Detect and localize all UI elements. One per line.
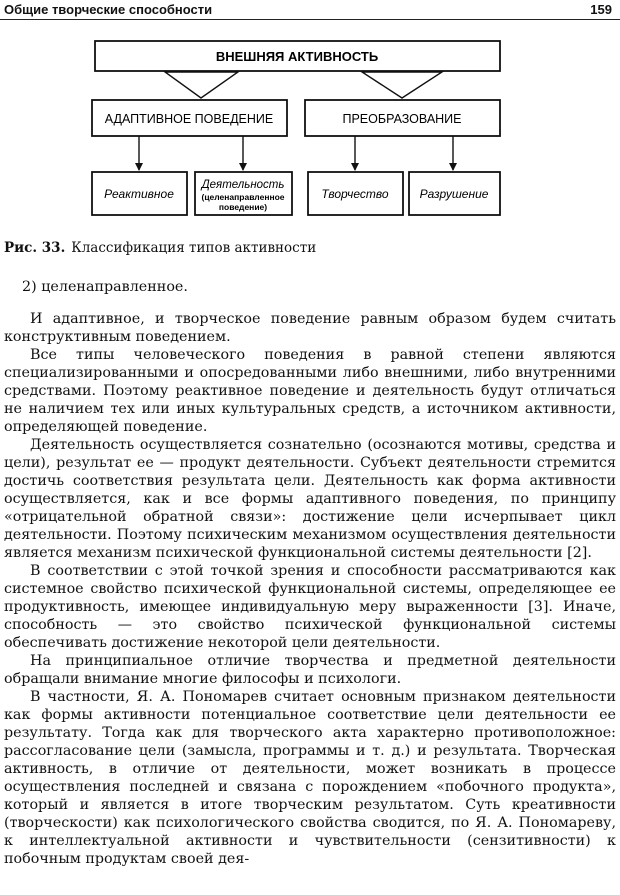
figure-caption — [4, 240, 316, 256]
list-item-2: 2) целенаправленное. — [22, 279, 188, 295]
paragraph-3: Деятельность осуществляется сознательно (осознаются мотивы, средства и цели), результат ее — продукт деятельности. Субъект деятельности стремится достичь соответствия результата цели. Деятельность как форма активности осуществляется, как и все формы адаптивного поведения, по принципу «отрицательной обратной связи»: достижение цели исчерпывает цикл деятельности. Поэтому психическим механизмом осуществления деятельности является механизм психической функциональной системы деятельности [2]. — [4, 437, 616, 561]
triangle-right — [362, 72, 442, 98]
body-text — [4, 278, 616, 868]
page-number: 159 — [590, 2, 612, 17]
caption-label: Рис. 33. — [4, 240, 66, 256]
running-title: Общие творческие способности — [4, 2, 213, 17]
paragraph-2: Все типы человеческого поведения в равной степени являются специализированными и опосредованными либо внешними, либо внутренними средствами. Поэтому реактивное поведение и деятельность будут отличаться не наличием тех или иных культуральных средств, а источником активности, определяющей поведение. — [4, 347, 616, 435]
paragraph-6: В частности, Я. А. Пономарев считает основным признаком деятельности как формы активности потенциальное соответствие цели деятельности ее результату. Тогда как для творческого акта характерно противоположное: рассогласование цели (замысла, программы и т. д.) и результата. Творческая активность, в отличие от деятельности, может возникать в процессе осуществления последней и связана с порождением «побочного продукта», который и является в итоге творческим результатом. Суть креативности (творческости) как психологического свойства сводится, по Я. А. Пономареву, к интеллектуальной активности и чувствительности (сензитивности) к побочным продуктам своей дея- — [4, 689, 616, 867]
label-destruction: Разрушение — [419, 187, 489, 201]
label-activity-sub2: поведение) — [218, 202, 268, 212]
label-external-activity: ВНЕШНЯЯ АКТИВНОСТЬ — [215, 49, 379, 64]
label-activity: Деятельность — [201, 179, 285, 191]
paragraph-4: В соответствии с этой точкой зрения и способности рассматриваются как системное свойство психической функциональной системы, определяющее ее продуктивность, имеющее индивидуальную меру выраженности [3]. Иначе, способность — это свойство психической функциональной системы обеспечивать достижение некоторой цели деятельности. — [4, 563, 616, 651]
paragraph-5: На принципиальное отличие творчества и предметной деятельности обращали внимание многие философы и психологи. — [4, 653, 616, 687]
label-reactive: Реактивное — [104, 187, 174, 201]
triangle-left — [165, 72, 238, 98]
label-activity-sub1: (целенаправленное — [201, 192, 285, 202]
label-adaptive-behavior: АДАПТИВНОЕ ПОВЕДЕНИЕ — [104, 112, 274, 126]
paragraph-1: И адаптивное, и творческое поведение равным образом будем считать конструктивным поведением. — [4, 311, 616, 345]
label-creativity: Творчество — [321, 187, 389, 201]
caption-text: Классификация типов активности — [71, 240, 317, 256]
label-transformation: ПРЕОБРАЗОВАНИЕ — [342, 112, 462, 126]
activity-diagram — [0, 0, 620, 235]
